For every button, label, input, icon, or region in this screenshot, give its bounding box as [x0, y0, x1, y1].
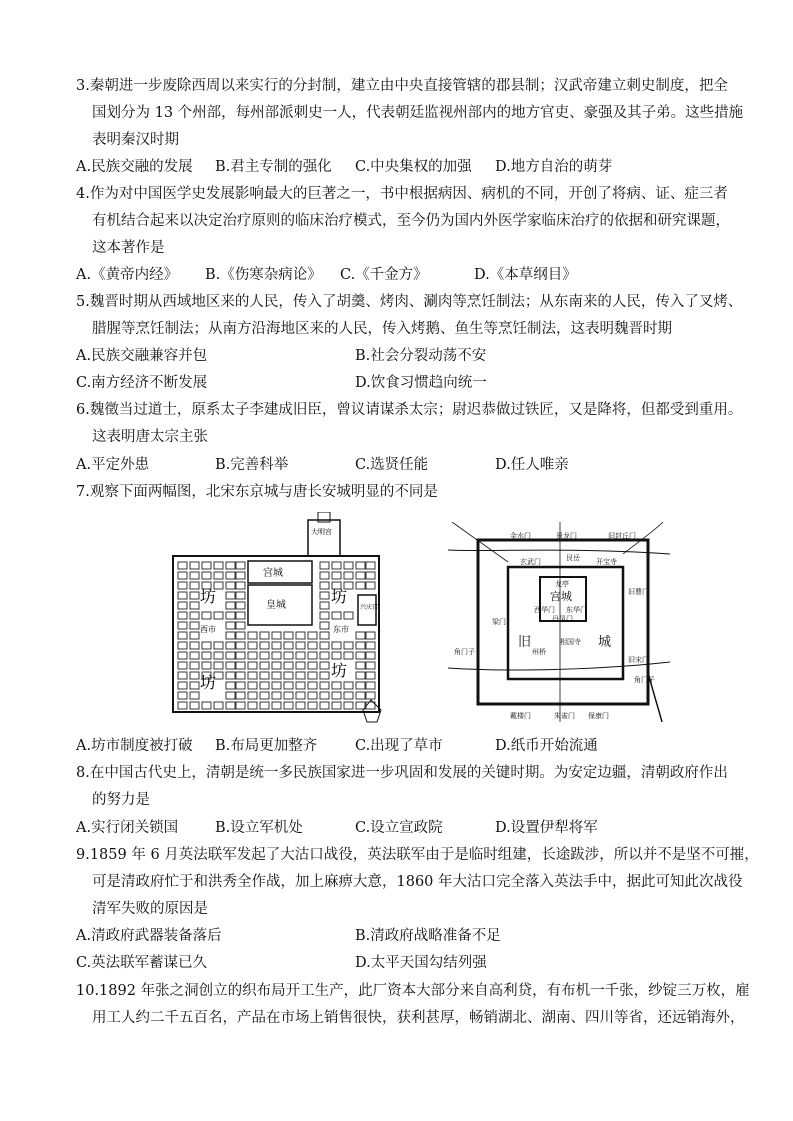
q9-stem-line-3: 清军失败的原因是	[92, 901, 208, 917]
jiucao-gate: 旧曹门	[628, 588, 649, 596]
ward-block	[190, 672, 199, 679]
ward-block	[356, 582, 365, 589]
ward-block	[226, 582, 235, 589]
ward-block	[296, 682, 305, 689]
ward-block	[320, 622, 329, 629]
ward-block	[226, 652, 235, 659]
q8-option-d: D.设置伊犁将军	[495, 820, 598, 836]
jiusong-gate: 旧宋门	[628, 656, 649, 664]
ward-block	[236, 602, 245, 609]
ward-block	[226, 682, 235, 689]
q8-stem-line-1: 8.在中国古代史上，清朝是统一多民族国家进一步巩固和发展的关键时期。为安定边疆，清朝政府作出	[76, 765, 728, 781]
ward-block	[190, 652, 199, 659]
ward-block	[190, 682, 199, 689]
ward-block	[296, 702, 305, 709]
ward-block	[226, 692, 235, 699]
q5-option-c: C.南方经济不断发展	[76, 375, 208, 391]
ward-block	[190, 602, 199, 609]
ward-block	[332, 682, 341, 689]
q6-option-a: A.平定外患	[76, 457, 150, 473]
ward-block	[226, 562, 235, 569]
ward-block	[320, 572, 329, 579]
ward-block	[308, 672, 317, 679]
ward-block	[236, 702, 245, 709]
ward-block	[178, 622, 187, 629]
ward-block	[284, 642, 293, 649]
ward-block	[356, 632, 365, 639]
xuanwu-gate: 玄武门	[520, 558, 541, 566]
q6-stem-line-2: 这表明唐太宗主张	[92, 429, 208, 445]
ward-block	[202, 652, 211, 659]
xiangguo-temple: 相国寺	[560, 638, 581, 646]
ward-block	[190, 612, 199, 619]
ward-block	[260, 692, 269, 699]
ward-block	[178, 612, 187, 619]
zhouqiao-label: 州桥	[532, 648, 546, 656]
ward-block	[248, 662, 257, 669]
cheng-label: 城	[598, 635, 612, 650]
jiufengqiu-gate: 旧封丘门	[608, 532, 636, 540]
q5-option-b: B.社会分裂动荡不安	[355, 348, 487, 364]
ward-block	[284, 662, 293, 669]
q10-stem-line-1: 10.1892 年张之洞创立的织布局开工生产，此厂资本大部分来自高利贷，有布机一千张，纱锭三万枚，雇	[76, 983, 750, 999]
ward-block	[344, 682, 353, 689]
jiaomen-right: 角门子	[634, 676, 655, 684]
ward-block	[178, 652, 187, 659]
q5-option-a: A.民族交融兼容并包	[76, 348, 208, 364]
daming-label: 大明宫	[311, 528, 332, 536]
ward-block	[248, 642, 257, 649]
ward-block	[332, 652, 341, 659]
ward-block	[320, 672, 329, 679]
ward-block	[344, 562, 353, 569]
dailou-gate: 戴楼门	[510, 712, 531, 720]
ward-block	[366, 692, 375, 699]
ward-block	[226, 662, 235, 669]
ward-block	[356, 662, 365, 669]
q3-option-a: A.民族交融的发展	[76, 159, 193, 175]
ward-block	[202, 662, 211, 669]
q6-option-c: C.选贤任能	[355, 457, 429, 473]
ward-block	[214, 572, 223, 579]
ward-block	[190, 572, 199, 579]
xingqing-label: 兴庆宫	[360, 604, 379, 611]
ward-block	[366, 632, 375, 639]
ward-block	[260, 662, 269, 669]
q3-stem-line-2: 国划分为 13 个州部，每州部派刺史一人，代表朝廷监视州部内的地方官吏、豪强及其子弟。这些措施	[92, 105, 744, 121]
ward-block	[260, 682, 269, 689]
ward-block	[272, 672, 281, 679]
ward-block	[366, 652, 375, 659]
xishi-label: 西市	[200, 625, 216, 634]
ward-block	[226, 642, 235, 649]
dongshi-label: 东市	[333, 625, 349, 634]
ward-block	[190, 662, 199, 669]
ward-block	[236, 592, 245, 599]
ward-block	[190, 632, 199, 639]
q9-stem-line-1: 9.1859 年 6 月英法联军发起了大沽口战役，英法联军由于是临时组建，长途跋涉，所以并不是坚不可摧，	[76, 847, 759, 863]
ward-block	[320, 592, 329, 599]
ward-block	[226, 602, 235, 609]
xihua-gate: 西华门	[534, 606, 555, 614]
ward-block	[320, 642, 329, 649]
ward-block	[226, 622, 235, 629]
ward-block	[296, 632, 305, 639]
ward-block	[248, 692, 257, 699]
ward-block	[366, 562, 375, 569]
ward-block	[178, 682, 187, 689]
q4-stem-line-2: 有机结合起来以决定治疗原则的临床治疗模式，至今仍为国内外医学家临床治疗的依据和研究课题，	[92, 213, 730, 229]
ward-block	[214, 612, 223, 619]
ward-block	[320, 702, 329, 709]
kaibao-temple: 开宝寺	[596, 558, 617, 566]
ward-block	[272, 682, 281, 689]
ward-block	[296, 662, 305, 669]
jiu-label: 旧	[518, 635, 532, 650]
q5-stem-line-2: 腊腥等烹饪制法；从南方沿海地区来的人民，传入烤鹅、鱼生等烹饪制法，这表明魏晋时期	[92, 321, 672, 337]
ward-block	[356, 642, 365, 649]
ward-block	[356, 682, 365, 689]
q9-option-b: B.清政府战略准备不足	[355, 928, 501, 944]
ward-block	[272, 702, 281, 709]
ward-block	[296, 692, 305, 699]
ward-block	[260, 702, 269, 709]
q4-option-b: B.《伤寒杂病论》	[205, 267, 322, 283]
ward-block	[332, 702, 341, 709]
ward-block	[366, 662, 375, 669]
ward-block	[260, 642, 269, 649]
q3-stem-line-3: 表明秦汉时期	[92, 132, 179, 148]
ward-block	[226, 612, 235, 619]
ward-block	[202, 702, 211, 709]
ward-block	[248, 682, 257, 689]
ward-block	[248, 702, 257, 709]
q9-option-c: C.英法联军蓄谋已久	[76, 955, 208, 971]
q9-stem-line-2: 可是清政府忙于和洪秀全作战，加上麻痹大意，1860 年大沽口完全落入英法手中，据此可知此次战役	[92, 874, 743, 890]
ward-block	[308, 632, 317, 639]
ward-block	[178, 642, 187, 649]
ward-block	[226, 592, 235, 599]
ward-block	[272, 652, 281, 659]
ward-block	[190, 622, 199, 629]
ward-block	[214, 662, 223, 669]
gongcheng-label: 宫城	[263, 568, 283, 579]
ward-block	[308, 652, 317, 659]
ward-block	[320, 602, 329, 609]
ward-block	[344, 642, 353, 649]
ward-block	[284, 702, 293, 709]
ward-block	[236, 612, 245, 619]
ward-block	[178, 672, 187, 679]
q7-stem-line-1: 7.观察下面两幅图，北宋东京城与唐长安城明显的不同是	[76, 484, 438, 500]
ward-block	[308, 662, 317, 669]
ward-block	[284, 692, 293, 699]
ward-block	[272, 642, 281, 649]
ward-block	[214, 702, 223, 709]
ward-block	[190, 642, 199, 649]
ward-block	[296, 672, 305, 679]
donghua-gate: 东华门	[566, 606, 587, 614]
ward-block	[226, 702, 235, 709]
ward-block	[308, 692, 317, 699]
ward-block	[284, 652, 293, 659]
ward-block	[296, 642, 305, 649]
ward-block	[202, 642, 211, 649]
baokang-gate: 保康门	[588, 712, 609, 720]
ward-block	[308, 642, 317, 649]
ward-block	[202, 562, 211, 569]
ward-block	[332, 692, 341, 699]
q5-option-d: D.饮食习惯趋向统一	[355, 375, 487, 391]
ward-block	[344, 702, 353, 709]
ward-block	[248, 672, 257, 679]
ward-block	[214, 652, 223, 659]
ward-block	[178, 632, 187, 639]
ward-block	[332, 572, 341, 579]
ward-block	[332, 642, 341, 649]
jiaomen-left: 角门子	[454, 648, 475, 656]
ward-block	[356, 562, 365, 569]
q8-option-b: B.设立军机处	[215, 820, 303, 836]
ward-block	[226, 632, 235, 639]
ward-block	[344, 692, 353, 699]
ward-block	[272, 662, 281, 669]
changan-city-map	[168, 512, 388, 726]
ward-block	[236, 652, 245, 659]
ward-block	[272, 632, 281, 639]
q7-option-d: D.纸币开始流通	[495, 738, 598, 754]
ward-block	[236, 672, 245, 679]
ward-block	[190, 692, 199, 699]
ward-block	[178, 702, 187, 709]
ward-block	[320, 632, 329, 639]
fang-label-1: 坊	[200, 587, 217, 606]
ward-block	[190, 702, 199, 709]
kaifeng-gongcheng-label: 宫城	[550, 590, 572, 603]
ward-block	[236, 622, 245, 629]
ward-block	[320, 682, 329, 689]
ward-block	[320, 582, 329, 589]
q4-stem-line-1: 4.作为对中国医学史发展影响最大的巨著之一，书中根据病因、病机的不同，开创了将病、证、症三者	[76, 186, 728, 202]
danfeng-gate: 丹凤门	[552, 615, 573, 623]
ward-block	[236, 562, 245, 569]
ward-block	[202, 612, 211, 619]
ward-block	[214, 642, 223, 649]
q6-stem-line-1: 6.魏徵当过道士，原系太子李建成旧臣，曾议请谋杀太宗；尉迟恭做过铁匠，又是降将，但都受到重用。	[76, 402, 743, 418]
ward-block	[284, 632, 293, 639]
ward-block	[320, 692, 329, 699]
ward-block	[320, 562, 329, 569]
q4-option-d: D.《本草纲目》	[474, 267, 577, 283]
q7-option-a: A.坊市制度被打破	[76, 738, 193, 754]
ward-block	[202, 572, 211, 579]
ward-block	[248, 632, 257, 639]
ward-block	[226, 572, 235, 579]
ward-block	[236, 582, 245, 589]
fang-label-2: 坊	[331, 587, 348, 606]
liang-gate: 梁门	[492, 618, 506, 626]
zhuque-gate: 朱雀门	[554, 712, 575, 720]
kaifeng-city-map	[448, 522, 670, 722]
jinglong-gate: 景龙门	[556, 532, 577, 540]
ward-block	[178, 662, 187, 669]
q4-option-c: C.《千金方》	[340, 267, 428, 283]
q3-option-b: B.君主专制的强化	[215, 159, 332, 175]
fang-label-3: 坊	[200, 673, 217, 692]
ward-block	[320, 662, 329, 669]
ward-block	[236, 692, 245, 699]
q8-stem-line-2: 的努力是	[92, 792, 150, 808]
ward-block	[366, 672, 375, 679]
ward-block	[356, 672, 365, 679]
ward-block	[260, 652, 269, 659]
q4-stem-line-3: 这本著作是	[92, 240, 165, 256]
longting-label: 龙亭	[555, 580, 569, 588]
ward-block	[178, 602, 187, 609]
ward-block	[366, 582, 375, 589]
ward-block	[226, 672, 235, 679]
q7-option-b: B.布局更加整齐	[215, 738, 318, 754]
ward-block	[248, 652, 257, 659]
ward-block	[332, 562, 341, 569]
q7-option-c: C.出现了草市	[355, 738, 443, 754]
ward-block	[344, 652, 353, 659]
ward-block	[284, 682, 293, 689]
ward-block	[332, 612, 341, 619]
genyue-label: 艮岳	[566, 554, 580, 562]
ward-block	[236, 632, 245, 639]
q8-option-a: A.实行闭关锁国	[76, 820, 179, 836]
q3-option-c: C.中央集权的加强	[355, 159, 472, 175]
q9-option-a: A.清政府武器装备落后	[76, 928, 222, 944]
q8-option-c: C.设立宣政院	[355, 820, 443, 836]
fang-label-4: 坊	[331, 661, 348, 680]
ward-block	[190, 582, 199, 589]
q6-option-d: D.任人唯亲	[495, 457, 569, 473]
ward-block	[366, 642, 375, 649]
ward-block	[366, 572, 375, 579]
ward-block	[356, 652, 365, 659]
q4-option-a: A.《黄帝内经》	[76, 267, 179, 283]
ward-block	[214, 562, 223, 569]
ward-block	[178, 572, 187, 579]
ward-block	[356, 692, 365, 699]
ward-block	[308, 682, 317, 689]
ward-block	[178, 692, 187, 699]
ward-block	[236, 682, 245, 689]
ward-block	[260, 632, 269, 639]
huangcheng-label: 皇城	[266, 600, 286, 611]
ward-block	[296, 652, 305, 659]
q10-stem-line-2: 用工人约二千五百名，产品在市场上销售很快，获利甚厚，畅销湖北、湖南、四川等省，还远销海外，	[92, 1010, 745, 1026]
q9-option-d: D.太平天国勾结列强	[355, 955, 487, 971]
ward-block	[178, 562, 187, 569]
ward-block	[272, 692, 281, 699]
ward-block	[356, 702, 365, 709]
ward-block	[308, 702, 317, 709]
ward-block	[190, 562, 199, 569]
ward-block	[284, 672, 293, 679]
ward-block	[344, 572, 353, 579]
ward-block	[236, 662, 245, 669]
q5-stem-line-1: 5.魏晋时期从西域地区来的人民，传入了胡羹、烤肉、涮肉等烹饪制法；从东南来的人民，传入了叉烤、	[76, 294, 743, 310]
ward-block	[190, 592, 199, 599]
ward-block	[344, 612, 353, 619]
q3-option-d: D.地方自治的萌芽	[495, 159, 613, 175]
ward-block	[356, 572, 365, 579]
q6-option-b: B.完善科举	[215, 457, 289, 473]
ward-block	[178, 582, 187, 589]
ward-block	[236, 642, 245, 649]
jinshui-gate: 金水门	[510, 532, 531, 540]
ward-block	[236, 572, 245, 579]
ward-block	[320, 612, 329, 619]
ward-block	[366, 682, 375, 689]
q3-stem-line-1: 3.秦朝进一步废除西周以来实行的分封制，建立由中央直接管辖的郡县制；汉武帝建立刺史制度，把全	[76, 78, 728, 94]
ward-block	[178, 592, 187, 599]
ward-block	[260, 672, 269, 679]
ward-block	[320, 652, 329, 659]
